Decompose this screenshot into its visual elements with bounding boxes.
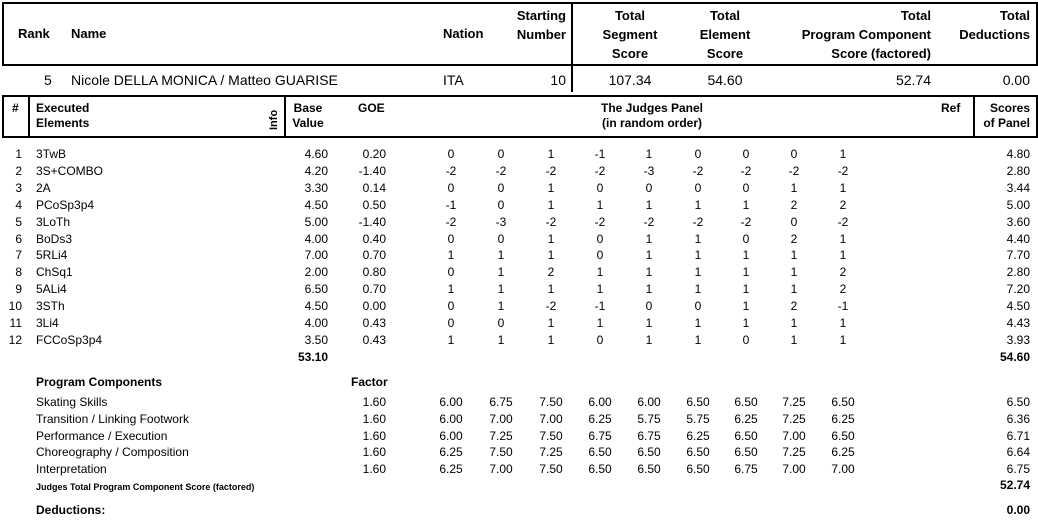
element-judge-score: 1 — [742, 197, 750, 212]
element-num: 4 — [15, 197, 22, 212]
component-judge-score: 5.75 — [637, 411, 661, 426]
element-goe: -1.40 — [358, 163, 386, 178]
component-judge-score: 7.50 — [539, 395, 563, 409]
element-judge-score: 1 — [645, 265, 653, 280]
header-total-deductions: Total Deductions — [959, 8, 1030, 42]
component-judge-score: 6.50 — [734, 428, 758, 443]
element-judge-score: 0 — [694, 147, 702, 161]
component-judge-score: 6.00 — [439, 395, 463, 409]
component-judge-score: 6.75 — [588, 428, 612, 443]
component-judge-score: 6.50 — [637, 445, 661, 460]
elements-header-box — [2, 95, 1038, 138]
element-base: 3.50 — [304, 332, 328, 347]
component-factor: 1.60 — [362, 428, 386, 443]
component-name: Interpretation — [36, 462, 107, 477]
element-panel-score: 4.40 — [1006, 231, 1030, 246]
component-judge-score: 6.50 — [734, 445, 758, 460]
component-factor: 1.60 — [362, 462, 386, 477]
element-panel-score: 2.80 — [1006, 265, 1030, 280]
element-judge-score: 0 — [447, 316, 455, 330]
element-panel-score: 2.80 — [1006, 163, 1030, 178]
component-judge-score: 7.25 — [539, 445, 563, 460]
skater-total-element-score: 54.60 — [707, 72, 743, 88]
element-judge-score: 0 — [497, 231, 505, 246]
elements-header-judges: The Judges Panel (in random order) — [600, 101, 704, 130]
element-name: 3S+COMBO — [36, 163, 104, 178]
element-base: 4.60 — [304, 147, 328, 161]
deductions-label: Deductions: — [36, 503, 106, 517]
component-judge-score: 6.00 — [588, 395, 612, 409]
element-judge-score: 0 — [447, 299, 455, 314]
component-judge-score: 6.50 — [686, 445, 710, 460]
element-judge-score: 0 — [742, 332, 750, 347]
element-name: 3LoTh — [36, 214, 71, 229]
component-name: Performance / Execution — [36, 428, 168, 443]
element-judge-score: 1 — [547, 147, 555, 161]
element-judge-score: 2 — [790, 299, 798, 314]
skater-total-pcs: 52.74 — [895, 72, 931, 88]
component-judge-score: 7.25 — [782, 411, 806, 426]
element-judge-score: 1 — [839, 332, 847, 347]
component-judge-score: 7.00 — [489, 411, 513, 426]
element-base: 4.00 — [304, 231, 328, 246]
component-judge-score: 6.50 — [637, 462, 661, 477]
elements-score-total: 54.60 — [999, 350, 1030, 364]
components-header-label: Program Components — [36, 375, 163, 389]
element-judge-score: -2 — [594, 163, 606, 178]
component-judge-score: 7.25 — [782, 445, 806, 460]
component-judge-score: 7.50 — [539, 462, 563, 477]
header-total-segment-score: Total Segment Score — [602, 8, 658, 61]
elements-header-base: Base Value — [292, 101, 324, 130]
element-judge-score: 1 — [839, 248, 847, 263]
skater-total-deductions: 0.00 — [1002, 72, 1030, 88]
element-judge-score: 1 — [596, 316, 604, 330]
element-judge-score: 1 — [497, 332, 505, 347]
component-score: 6.64 — [1006, 445, 1030, 460]
component-name: Skating Skills — [36, 395, 108, 409]
element-base: 2.00 — [304, 265, 328, 280]
element-judge-score: 0 — [742, 180, 750, 195]
element-judge-score: 1 — [645, 282, 653, 297]
component-name: Choreography / Composition — [36, 445, 189, 460]
element-judge-score: -2 — [643, 214, 655, 229]
element-judge-score: 2 — [839, 197, 847, 212]
element-judge-score: 0 — [596, 248, 604, 263]
component-judge-score: 6.25 — [831, 411, 855, 426]
component-score: 6.75 — [1006, 462, 1030, 477]
element-num: 1 — [15, 147, 22, 161]
component-judge-score: 6.50 — [831, 428, 855, 443]
element-judge-score: 0 — [497, 147, 505, 161]
element-judge-score: 1 — [596, 265, 604, 280]
component-judge-score: 6.25 — [686, 428, 710, 443]
component-judge-score: 7.00 — [782, 462, 806, 477]
element-judge-score: 0 — [790, 147, 798, 161]
element-judge-score: 1 — [742, 282, 750, 297]
component-judge-score: 7.50 — [539, 428, 563, 443]
component-judge-score: 7.25 — [489, 428, 513, 443]
header-rank: Rank — [18, 26, 50, 41]
component-judge-score: 6.50 — [734, 395, 758, 409]
element-num: 9 — [15, 282, 22, 297]
element-judge-score: 1 — [547, 231, 555, 246]
element-judge-score: 0 — [694, 180, 702, 195]
component-judge-score: 5.75 — [686, 411, 710, 426]
element-panel-score: 3.44 — [1006, 180, 1030, 195]
component-judge-score: 6.25 — [439, 462, 463, 477]
component-judge-score: 6.00 — [439, 411, 463, 426]
element-judge-score: 2 — [839, 265, 847, 280]
component-judge-score: 6.25 — [831, 445, 855, 460]
element-judge-score: 1 — [742, 265, 750, 280]
elements-header-info: Info — [268, 109, 280, 130]
element-judge-score: 2 — [790, 197, 798, 212]
element-judge-score: 1 — [694, 197, 702, 212]
summary-divider — [571, 2, 573, 92]
element-judge-score: 0 — [742, 147, 750, 161]
element-judge-score: -2 — [692, 214, 704, 229]
elements-header-scores: Scores of Panel — [983, 101, 1030, 130]
element-panel-score: 4.50 — [1006, 299, 1030, 314]
element-num: 3 — [15, 180, 22, 195]
element-judge-score: 0 — [645, 299, 653, 314]
element-base: 4.50 — [304, 197, 328, 212]
element-judge-score: -2 — [740, 214, 752, 229]
element-judge-score: 1 — [839, 147, 847, 161]
element-judge-score: -2 — [594, 214, 606, 229]
element-name: 3STh — [36, 299, 65, 314]
element-judge-score: 1 — [839, 180, 847, 195]
element-base: 7.00 — [304, 248, 328, 263]
component-judge-score: 7.25 — [782, 395, 806, 409]
element-judge-score: 1 — [547, 180, 555, 195]
elements-header-divider-3 — [973, 95, 975, 138]
element-judge-score: -1 — [594, 299, 606, 314]
element-num: 7 — [15, 248, 22, 263]
components-total-score: 52.74 — [999, 478, 1030, 492]
element-judge-score: 1 — [839, 316, 847, 330]
component-score: 6.50 — [1006, 395, 1030, 409]
elements-base-total: 53.10 — [297, 350, 328, 364]
element-judge-score: 1 — [694, 282, 702, 297]
element-judge-score: -1 — [594, 147, 606, 161]
element-name: FCCoSp3p4 — [36, 332, 103, 347]
component-score: 6.71 — [1006, 428, 1030, 443]
element-num: 11 — [9, 316, 22, 330]
component-judge-score: 7.00 — [782, 428, 806, 443]
element-judge-score: 0 — [596, 231, 604, 246]
element-goe: 0.80 — [362, 265, 386, 280]
element-judge-score: 1 — [497, 248, 505, 263]
element-name: 3Li4 — [36, 316, 59, 330]
component-factor: 1.60 — [362, 445, 386, 460]
element-base: 3.30 — [304, 180, 328, 195]
element-judge-score: 1 — [790, 316, 798, 330]
deductions-score: 0.00 — [1006, 503, 1030, 517]
element-judge-score: 0 — [742, 231, 750, 246]
element-judge-score: -2 — [740, 163, 752, 178]
element-judge-score: 1 — [645, 231, 653, 246]
header-nation: Nation — [443, 26, 484, 41]
element-judge-score: -2 — [545, 163, 557, 178]
element-judge-score: 1 — [742, 299, 750, 314]
skater-starting-number: 10 — [550, 72, 566, 88]
component-judge-score: 6.50 — [686, 395, 710, 409]
element-num: 6 — [15, 231, 22, 246]
element-panel-score: 5.00 — [1006, 197, 1030, 212]
element-judge-score: -2 — [788, 163, 800, 178]
component-judge-score: 6.50 — [686, 462, 710, 477]
header-total-pcs: Total Program Component Score (factored) — [801, 8, 931, 61]
element-goe: 0.40 — [362, 231, 386, 246]
element-panel-score: 3.93 — [1006, 332, 1030, 347]
element-judge-score: 1 — [645, 147, 653, 161]
element-judge-score: 1 — [790, 282, 798, 297]
element-judge-score: -2 — [545, 214, 557, 229]
element-goe: 0.20 — [362, 147, 386, 161]
component-judge-score: 6.25 — [734, 411, 758, 426]
element-judge-score: 1 — [790, 248, 798, 263]
component-judge-score: 6.00 — [439, 428, 463, 443]
element-judge-score: 0 — [596, 332, 604, 347]
element-judge-score: 0 — [790, 214, 798, 229]
element-judge-score: 1 — [547, 248, 555, 263]
element-panel-score: 7.20 — [1006, 282, 1030, 297]
element-judge-score: 0 — [694, 299, 702, 314]
element-judge-score: 1 — [645, 332, 653, 347]
element-name: 2A — [36, 180, 51, 195]
element-judge-score: 1 — [596, 282, 604, 297]
element-judge-score: 1 — [742, 248, 750, 263]
element-judge-score: 1 — [497, 282, 505, 297]
element-base: 5.00 — [304, 214, 328, 229]
element-base: 4.00 — [304, 316, 328, 330]
element-judge-score: 1 — [839, 231, 847, 246]
element-judge-score: 1 — [447, 248, 455, 263]
element-judge-score: 0 — [447, 180, 455, 195]
component-judge-score: 6.75 — [489, 395, 513, 409]
element-judge-score: 1 — [694, 231, 702, 246]
component-judge-score: 6.50 — [831, 395, 855, 409]
element-judge-score: 1 — [694, 265, 702, 280]
element-judge-score: 1 — [547, 316, 555, 330]
element-judge-score: -3 — [495, 214, 507, 229]
element-num: 12 — [8, 332, 22, 347]
element-num: 2 — [15, 163, 22, 178]
element-judge-score: -2 — [445, 214, 457, 229]
component-judge-score: 7.50 — [489, 445, 513, 460]
components-header-factor: Factor — [351, 375, 388, 389]
element-base: 4.50 — [304, 299, 328, 314]
elements-header-goe: GOE — [358, 101, 385, 115]
element-goe: 0.50 — [362, 197, 386, 212]
component-judge-score: 6.25 — [439, 445, 463, 460]
element-judge-score: 1 — [547, 197, 555, 212]
element-judge-score: 0 — [596, 180, 604, 195]
element-goe: -1.40 — [358, 214, 386, 229]
component-judge-score: 6.75 — [637, 428, 661, 443]
component-name: Transition / Linking Footwork — [36, 411, 189, 426]
component-factor: 1.60 — [362, 395, 386, 409]
component-judge-score: 6.75 — [734, 462, 758, 477]
element-panel-score: 3.60 — [1006, 214, 1030, 229]
element-judge-score: -2 — [445, 163, 457, 178]
element-judge-score: 1 — [790, 265, 798, 280]
element-judge-score: 1 — [694, 332, 702, 347]
element-judge-score: 1 — [447, 332, 455, 347]
elements-header-num: # — [12, 101, 19, 115]
skater-nation: ITA — [443, 72, 464, 88]
element-judge-score: 0 — [447, 265, 455, 280]
element-panel-score: 4.80 — [1006, 147, 1030, 161]
elements-header-divider-1 — [28, 95, 30, 138]
element-base: 4.20 — [304, 163, 328, 178]
element-judge-score: 1 — [547, 282, 555, 297]
elements-header-divider-2 — [284, 95, 286, 138]
element-goe: 0.00 — [362, 299, 386, 314]
element-judge-score: 1 — [497, 299, 505, 314]
elements-header-ref: Ref — [941, 101, 961, 115]
element-judge-score: -1 — [837, 299, 849, 314]
element-judge-score: -2 — [692, 163, 704, 178]
element-goe: 0.14 — [362, 180, 386, 195]
skater-name: Nicole DELLA MONICA / Matteo GUARISE — [71, 72, 338, 88]
element-judge-score: 2 — [839, 282, 847, 297]
header-name: Name — [71, 26, 107, 41]
element-judge-score: 1 — [742, 316, 750, 330]
element-judge-score: 1 — [694, 316, 702, 330]
skater-total-segment-score: 107.34 — [608, 72, 652, 88]
element-goe: 0.70 — [362, 282, 386, 297]
header-total-element-score: Total Element Score — [699, 8, 751, 61]
component-judge-score: 7.00 — [831, 462, 855, 477]
element-base: 6.50 — [304, 282, 328, 297]
element-name: BoDs3 — [36, 231, 73, 246]
component-judge-score: 7.00 — [489, 462, 513, 477]
element-judge-score: 1 — [547, 332, 555, 347]
element-panel-score: 7.70 — [1006, 248, 1030, 263]
element-judge-score: -2 — [837, 163, 849, 178]
element-num: 10 — [8, 299, 22, 314]
element-judge-score: 1 — [694, 248, 702, 263]
component-factor: 1.60 — [362, 411, 386, 426]
element-judge-score: -2 — [495, 163, 507, 178]
component-judge-score: 6.25 — [588, 411, 612, 426]
element-name: PCoSp3p4 — [36, 197, 95, 212]
element-judge-score: 0 — [645, 180, 653, 195]
skater-rank: 5 — [44, 72, 52, 88]
element-judge-score: 1 — [645, 197, 653, 212]
element-judge-score: 1 — [596, 197, 604, 212]
element-name: 3TwB — [36, 147, 67, 161]
component-judge-score: 6.50 — [588, 445, 612, 460]
element-name: 5ALi4 — [36, 282, 67, 297]
element-judge-score: 2 — [547, 265, 555, 280]
element-judge-score: -2 — [837, 214, 849, 229]
element-judge-score: 2 — [790, 231, 798, 246]
element-judge-score: 0 — [497, 197, 505, 212]
element-judge-score: 1 — [790, 180, 798, 195]
components-total-label: Judges Total Program Component Score (factored) — [36, 482, 255, 492]
component-judge-score: 7.00 — [539, 411, 563, 426]
element-judge-score: -1 — [445, 197, 457, 212]
element-judge-score: 0 — [497, 180, 505, 195]
element-panel-score: 4.43 — [1006, 316, 1030, 330]
element-judge-score: 1 — [790, 332, 798, 347]
element-judge-score: 1 — [447, 282, 455, 297]
element-judge-score: 0 — [447, 147, 455, 161]
element-num: 5 — [15, 214, 22, 229]
component-judge-score: 6.00 — [637, 395, 661, 409]
element-judge-score: 0 — [497, 316, 505, 330]
element-judge-score: 1 — [497, 265, 505, 280]
element-goe: 0.43 — [362, 332, 386, 347]
element-name: 5RLi4 — [36, 248, 68, 263]
element-judge-score: 1 — [645, 316, 653, 330]
element-judge-score: -3 — [643, 163, 655, 178]
header-starting-number: Starting Number — [516, 8, 566, 42]
element-goe: 0.43 — [362, 316, 386, 330]
component-judge-score: 6.50 — [588, 462, 612, 477]
component-score: 6.36 — [1006, 411, 1030, 426]
element-judge-score: 1 — [645, 248, 653, 263]
elements-header-executed: Executed Elements — [36, 101, 90, 130]
element-num: 8 — [15, 265, 22, 280]
element-judge-score: -2 — [545, 299, 557, 314]
element-name: ChSq1 — [36, 265, 73, 280]
element-judge-score: 0 — [447, 231, 455, 246]
element-goe: 0.70 — [362, 248, 386, 263]
